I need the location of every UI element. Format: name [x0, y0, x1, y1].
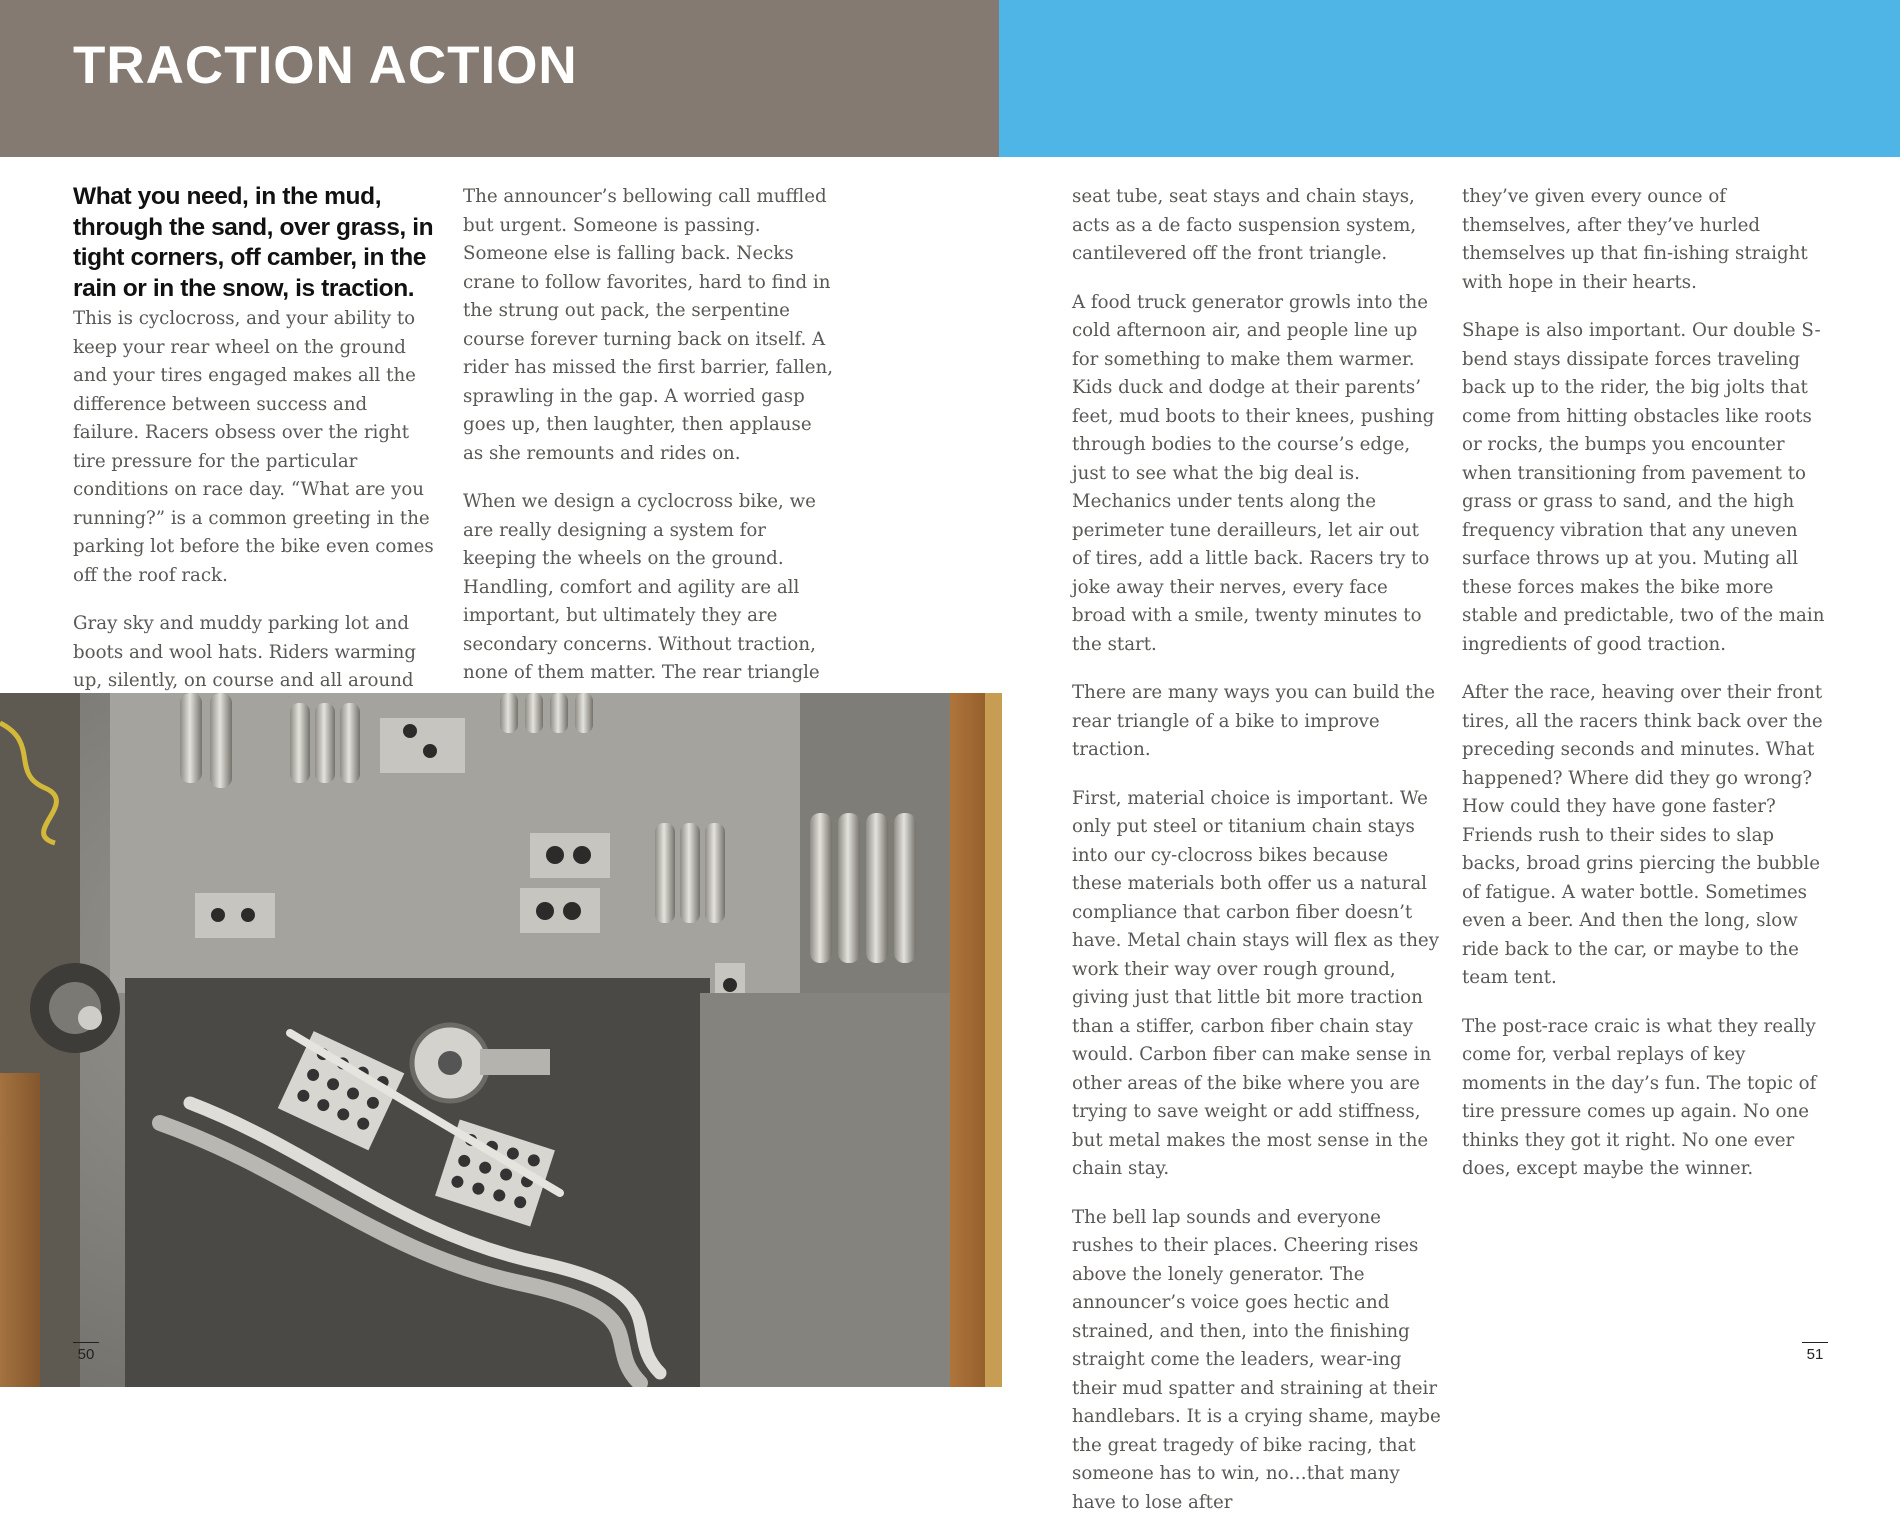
paragraph: The bell lap sounds and everyone rushes to their places. Cheering rises above the lonely generator. The announcer’s voice goes hectic and strained, and then, into the finishing straight come the leaders, wear-ing their mud spatter and straining at their handlebars. It is a crying shame, maybe the great tragedy of bike racing, that someone has to win, no…that many have to lose after — [1072, 1206, 1441, 1513]
workbench-illustration-icon — [0, 693, 1002, 1387]
article-column-2 — [463, 183, 835, 736]
paragraph: Shape is also important. Our double S-bend stays dissipate forces traveling back up to the rider, the big jolts that come from hitting obstacles like roots or rocks, the bumps you encounter when transitioning from pavement to grass or grass to sand, and the high frequency vibration that any uneven surface throws up at you. Muting all these forces makes the bike more stable and predictable, two of the main ingredients of good traction. — [1462, 320, 1825, 655]
paragraph: The post-race craic is what they really come for, verbal replays of key moments in the day’s fun. The topic of tire pressure comes up again. No one thinks they got it right. No one ever does, except maybe the winner. — [1462, 1015, 1817, 1179]
article-column-3 — [1072, 183, 1442, 1537]
paragraph: they’ve given every ounce of themselves, after they’ve hurled themselves up that fin-ishing straight with hope in their hearts. — [1462, 186, 1808, 293]
paragraph: The announcer’s bellowing call muffled but urgent. Someone is passing. Someone else is falling back. Necks crane to follow favorites, hard to find in the strung out pack, the serpentine course forever turning back on itself. A rider has missed the first barrier, fallen, sprawling in the gap. A worried gasp goes up, then laughter, then applause as she remounts and rides on. — [463, 186, 833, 464]
page-number-right: 51 — [1802, 1342, 1828, 1363]
paragraph: After the race, heaving over their front tires, all the racers think back over the preceding seconds and minutes. What happened? Where did they go wrong? How could they have gone faster? Friends rush to their sides to slap backs, broad grins piercing the bubble of fatigue. A water bottle. Sometimes even a beer. And then the long, slow ride back to the car, or maybe to the team tent. — [1462, 682, 1823, 988]
lead-sentence: What you need, in the mud, through the sand, over grass, in tight corners, off camber, in the rain or in the snow, is traction. — [73, 183, 434, 302]
paragraph: When we design a cyclocross bike, we are really designing a system for keeping the wheels on the ground. Handling, comfort and agility are all important, but ultimately they are secondary concerns. Without traction, none of them matter. The rear triangle — [463, 491, 820, 683]
paragraph: Gray sky and muddy parking lot and boots and wool hats. Riders warming up, silently, on course and all around — [73, 613, 417, 691]
paragraph: A food truck generator growls into the cold afternoon air, and people line up for something to make them warmer. Kids duck and dodge at their parents’ feet, mud boots to their knees, pushing through bodies to the course’s edge, just to see what the big deal is. Mechanics under tents along the perimeter tune derailleurs, let air out of tires, add a little back. Racers try to joke away their nerves, every face broad with a smile, twenty minutes to the start. — [1072, 291, 1435, 655]
page-title: TRACTION ACTION — [73, 36, 578, 95]
paragraph: There are many ways you can build the rear triangle of a bike to improve traction. — [1072, 682, 1436, 760]
paragraph: First, material choice is important. We only put steel or titanium chain stays into our cy-clocross bikes because these materials both offer us a natural compliance that carbon fiber doesn’t have. Metal chain stays will flex as they work their way over rough ground, giving just that little bit more traction than a stiffer, carbon fiber chain stay would. Carbon fiber can make sense in other areas of the bike where you are trying to save weight or add stiffness, but metal makes the most sense in the chain stay. — [1072, 787, 1439, 1179]
paragraph-text: This is cyclocross, and your ability to keep your rear wheel on the ground and your tires engaged makes all the difference between success and failure. Racers obsess over the right tire pressure for the particular conditions on race day. “What are you running?” is a common greeting in the parking lot before the bike even comes off the roof rack. — [73, 308, 434, 586]
article-column-4 — [1462, 183, 1832, 1204]
paragraph: seat tube, seat stays and chain stays, acts as a de facto suspension system, cantilevered off the front triangle. — [1072, 186, 1417, 264]
paragraph — [73, 183, 435, 590]
workbench-photo — [0, 693, 1002, 1387]
header-band-right — [999, 0, 1900, 157]
page-number-left: 50 — [73, 1342, 99, 1363]
article-column-1 — [73, 183, 435, 773]
